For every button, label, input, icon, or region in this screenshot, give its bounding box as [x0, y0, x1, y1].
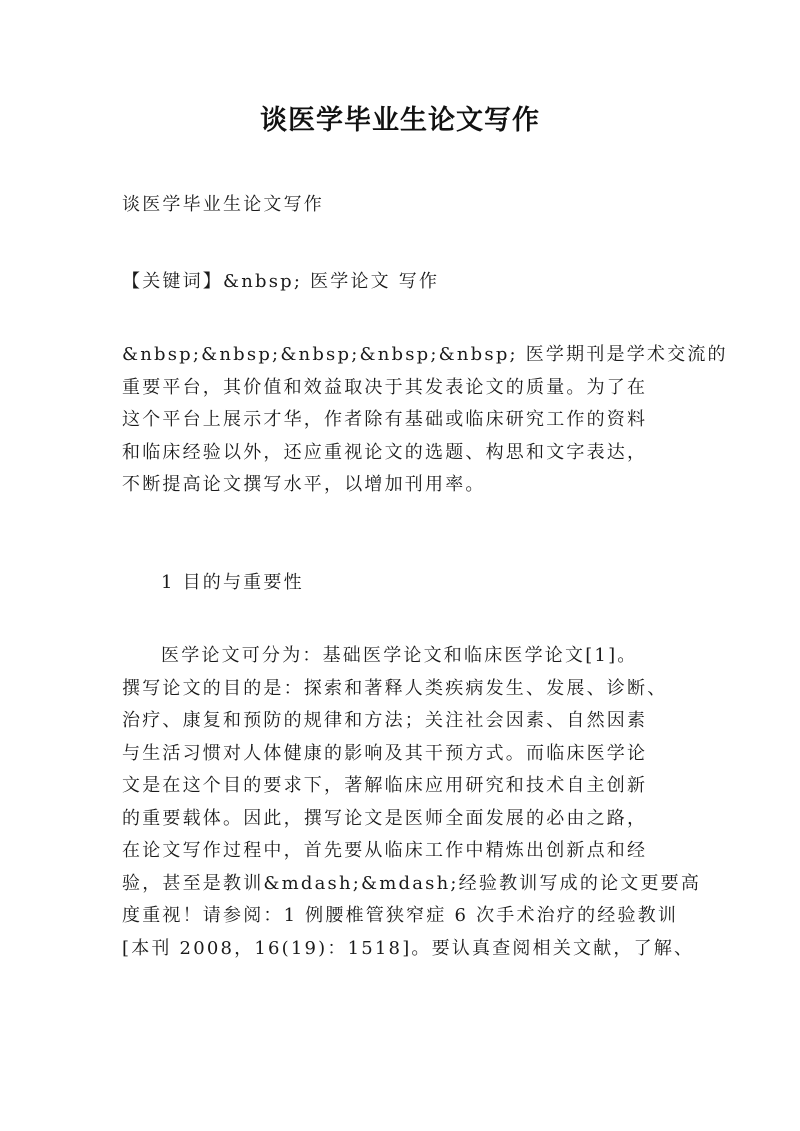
paragraph-line: 医学论文可分为：基础医学论文和临床医学论文[1]。: [161, 645, 638, 666]
keywords-line: 【关键词】&nbsp; 医学论文 写作: [122, 271, 440, 292]
paragraph-line: 文是在这个目的要求下，著解临床应用研究和技术自主创新: [122, 775, 648, 796]
paragraph-line: 不断提高论文撰写水平，以增加刊用率。: [122, 474, 486, 495]
paragraph-line: 与生活习惯对人体健康的影响及其干预方式。而临床医学论: [122, 742, 648, 764]
paragraph-line: 和临床经验以外，还应重视论文的选题、构思和文字表达，: [122, 441, 648, 463]
document-title: 谈医学毕业生论文写作: [260, 105, 540, 136]
paragraph-line: 重要平台，其价值和效益取决于其发表论文的质量。为了在: [122, 376, 648, 398]
paragraph-line: 验，甚至是教训&mdash;&mdash;经验教训写成的论文更要高: [122, 872, 702, 894]
paragraph-line: 度重视！请参阅：1 例腰椎管狭窄症 6 次手术治疗的经验教训: [122, 905, 679, 926]
paragraph-line: 的重要载体。因此，撰写论文是医师全面发展的必由之路，: [122, 807, 648, 829]
paragraph-line: 这个平台上展示才华，作者除有基础或临床研究工作的资料: [122, 409, 648, 430]
section-heading: 1 目的与重要性: [161, 572, 304, 593]
paragraph-line: 治疗、康复和预防的规律和方法；关注社会因素、自然因素: [122, 710, 648, 731]
paragraph-line: 撰写论文的目的是：探索和著释人类疾病发生、发展、诊断、: [122, 677, 668, 699]
paragraph-line: &nbsp;&nbsp;&nbsp;&nbsp;&nbsp; 医学期刊是学术交流的: [122, 344, 728, 365]
document-subtitle: 谈医学毕业生论文写作: [122, 194, 324, 215]
paragraph-line: [本刊 2008，16(19)：1518]。要认真查阅相关文献，了解、: [122, 937, 695, 959]
paragraph-line: 在论文写作过程中，首先要从临床工作中精炼出创新点和经: [122, 840, 648, 861]
intro-paragraph: [122, 339, 728, 502]
section-paragraph: [122, 640, 702, 965]
